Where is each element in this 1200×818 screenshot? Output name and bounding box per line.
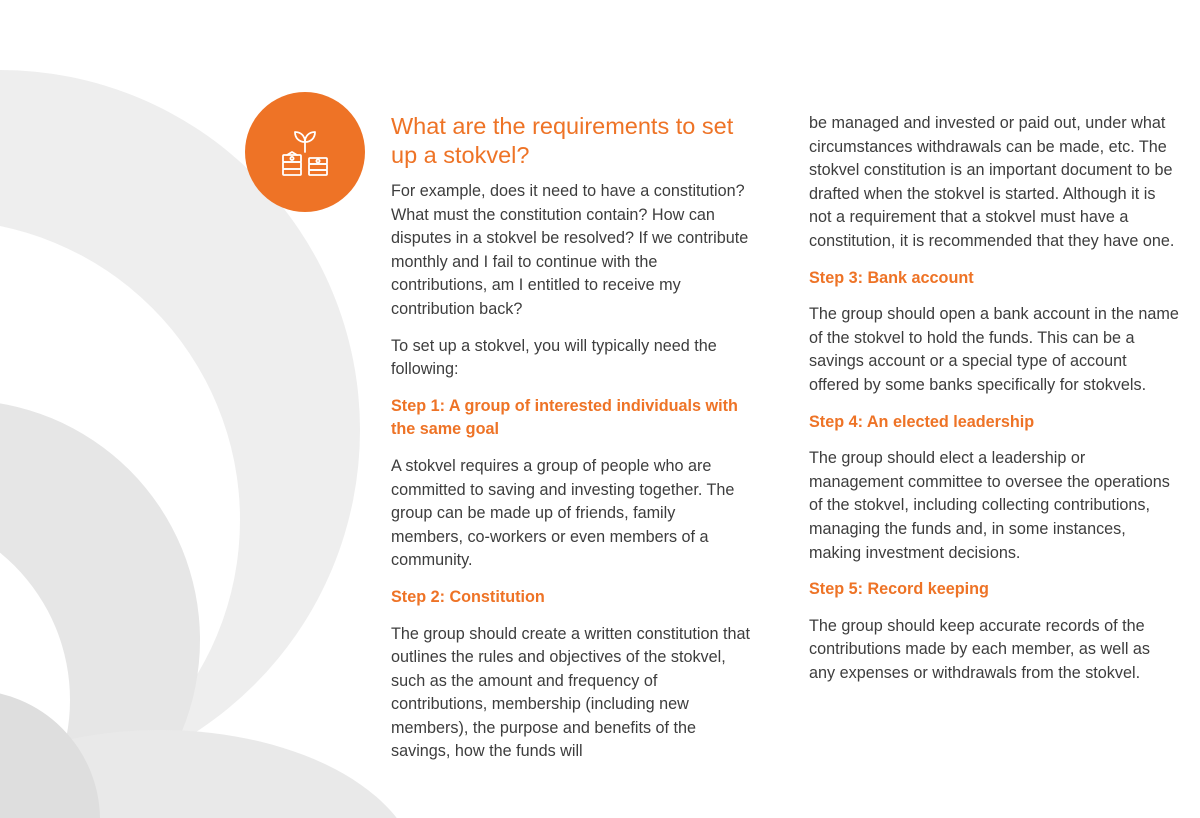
left-column bbox=[391, 112, 751, 777]
step3-title: Step 3: Bank account bbox=[809, 268, 974, 287]
right-column bbox=[809, 112, 1179, 698]
intro-question: For example, does it need to have a constitution? What must the constitution contain? How can disputes in a stokvel be resolved? If we contribute monthly and I fail to continue with the contributions, am I entitled to receive my contribution back? bbox=[391, 182, 749, 318]
step5-body: The group should keep accurate records of the contributions made by each member, as well as any expenses or withdrawals from the stokvel. bbox=[809, 616, 1151, 682]
intro-answer: To set up a stokvel, you will typically need the following: bbox=[391, 336, 717, 379]
step2-body-part1: The group should create a written constitution that outlines the rules and objectives of the stokvel, such as the amount and frequency of contributions, membership (including new members), the purpose and benefits of the savings, how the funds will bbox=[391, 624, 751, 761]
step1-body: A stokvel requires a group of people who are committed to saving and investing together. The group can be made up of friends, family members, co-workers or even members of a community. bbox=[391, 456, 735, 570]
stokvel-icon-badge bbox=[245, 92, 365, 212]
step5-title: Step 5: Record keeping bbox=[809, 580, 989, 599]
step2-body-part2: be managed and invested or paid out, under what circumstances withdrawals can be made, etc. The stokvel constitution is an important document to be drafted when the stokvel is started. Although it is not a requirement that a stokvel must have a constitution, it is recommended that they have one. bbox=[809, 114, 1175, 250]
step2-title: Step 2: Constitution bbox=[391, 587, 545, 606]
step1-title: Step 1: A group of interested individuals with the same goal bbox=[391, 396, 738, 439]
step4-title: Step 4: An elected leadership bbox=[809, 412, 1035, 431]
step4-body: The group should elect a leadership or management committee to oversee the operations of the stokvel, including collecting contributions, managing the funds and, in some instances, making investment decisions. bbox=[809, 449, 1170, 562]
step3-body: The group should open a bank account in the name of the stokvel to hold the funds. This can be a savings account or a special type of account offered by some banks specifically for stokvels. bbox=[809, 305, 1179, 394]
plant-money-icon bbox=[275, 122, 335, 182]
page-heading: What are the requirements to set up a stokvel? bbox=[391, 113, 734, 168]
